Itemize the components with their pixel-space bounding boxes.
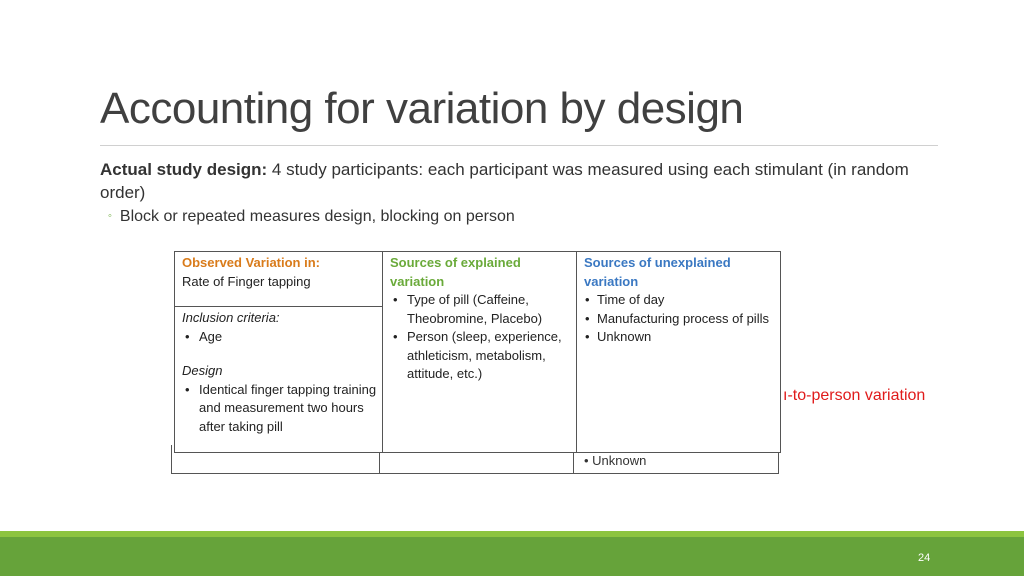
unexplained-header: Sources of unexplained variation xyxy=(584,255,731,289)
inclusion-label: Inclusion criteria: xyxy=(182,310,280,325)
design-list xyxy=(182,381,389,437)
observed-cell xyxy=(175,252,382,307)
sub-bullet xyxy=(108,208,515,226)
observed-value: Rate of Finger tapping xyxy=(182,273,311,289)
explained-header: Sources of explained variation xyxy=(390,255,521,289)
inclusion-list xyxy=(182,328,389,347)
explained-list xyxy=(390,291,569,384)
study-design-paragraph xyxy=(100,158,930,204)
criteria-cell xyxy=(175,307,396,438)
title-divider xyxy=(100,145,938,146)
ghost-text-label: Unknown xyxy=(592,455,647,467)
list-item: • Person (sleep, experience, athleticism, metabolism, attitude, etc.) xyxy=(390,328,569,384)
table-column-unexplained xyxy=(577,252,780,452)
design-label: Design xyxy=(182,363,223,378)
table-column-observed xyxy=(175,252,383,452)
study-design-label: Actual study design: xyxy=(100,160,268,179)
unexplained-list xyxy=(584,291,773,347)
table-column-explained xyxy=(383,252,577,452)
list-item: • Identical finger tapping training and measurement two hours after taking pill xyxy=(182,381,389,437)
list-item: • Type of pill (Caffeine, Theobromine, Placebo) xyxy=(390,291,569,328)
study-design-text: 4 study participants: each participant was measured using each stimulant (in random order) xyxy=(100,160,909,202)
list-item: • Time of day xyxy=(584,291,773,310)
list-item: • Age xyxy=(182,328,389,347)
red-annotation: ı-to-person variation xyxy=(783,387,926,404)
list-item: • Manufacturing process of pills xyxy=(584,310,773,329)
variation-table xyxy=(174,251,781,453)
circle-bullet-icon: ◦ xyxy=(108,210,112,222)
page-number: 24 xyxy=(918,552,931,564)
observed-header: Observed Variation in: xyxy=(182,255,320,270)
sub-bullet-text: Block or repeated measures design, blocking on person xyxy=(119,208,515,225)
list-item: • Unknown xyxy=(584,328,773,347)
footer-bar xyxy=(0,537,1024,576)
slide-title: Accounting for variation by design xyxy=(100,84,744,133)
ghost-text: • Unknown xyxy=(584,455,647,467)
